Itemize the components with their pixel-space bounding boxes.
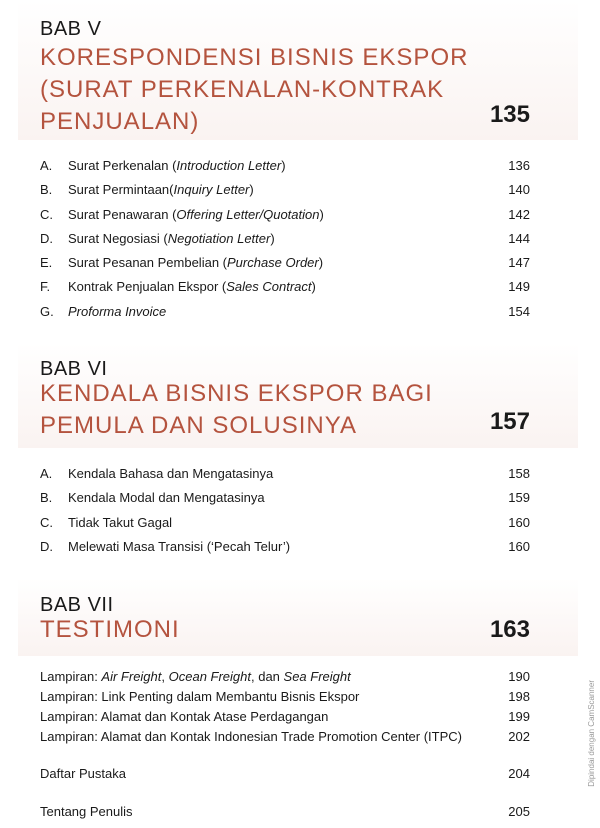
toc-row [40,255,530,279]
extra-text: Tentang Penulis [40,804,133,819]
toc-page: 160 [508,514,530,530]
chapter-5-label: BAB V [40,18,102,40]
toc-letter: D. [40,230,53,246]
extra-row [40,766,530,790]
toc-row [40,207,530,231]
chapter-5-title-line-3: PENJUALAN) [40,108,200,135]
toc-letter: C. [40,514,53,530]
extra-page: 205 [508,804,530,819]
appendix-text: Lampiran: Alamat dan Kontak Indonesian Trade Promotion Center (ITPC) [40,729,462,744]
toc-page: 160 [508,538,530,554]
toc-text: Proforma Invoice [68,303,167,319]
appendix-list [40,669,530,749]
chapter-6-page: 157 [489,408,530,435]
chapter-6-title-line-1: KENDALA BISNIS EKSPOR BAGI [40,380,433,407]
appendix-page: 190 [508,669,530,684]
appendix-page: 202 [508,729,530,744]
toc-text: Surat Penawaran (Offering Letter/Quotation) [68,206,324,222]
toc-text: Kontrak Penjualan Ekspor (Sales Contract) [68,279,316,295]
toc-row [40,539,530,563]
extra-text: Daftar Pustaka [40,766,126,781]
chapter-7-title [40,614,480,646]
toc-letter: A. [40,466,53,481]
appendix-row [40,709,530,729]
appendix-row [40,669,530,689]
toc-letter: C. [40,206,53,222]
chapter-7-page: 163 [489,616,530,643]
chapter-7-label: BAB VII [40,594,114,616]
chapter-6-title [40,378,480,442]
chapter-6-title-line-2: PEMULA DAN SOLUSINYA [40,412,357,439]
toc-letter: F. [40,279,51,295]
toc-page: 136 [508,158,530,173]
toc-text: Kendala Modal dan Mengatasinya [68,490,265,506]
extra-page: 204 [508,766,530,781]
chapter-5-title-line-2: (SURAT PERKENALAN-KONTRAK [40,76,445,103]
appendix-page: 199 [508,709,530,724]
chapter-6-label: BAB VI [40,358,108,380]
toc-row [40,158,530,182]
toc-text: Tidak Takut Gagal [68,514,173,530]
appendix-page: 198 [508,689,530,704]
toc-text: Kendala Bahasa dan Mengatasinya [68,466,274,481]
toc-text: Surat Pesanan Pembelian (Purchase Order) [68,255,324,271]
chapter-5-title [40,42,480,138]
toc-row [40,490,530,514]
toc-page: 142 [508,206,530,222]
toc-row [40,182,530,206]
toc-letter: E. [40,255,53,271]
toc-letter: A. [40,158,53,173]
chapter-5-toc [40,158,530,328]
toc-page: 158 [508,466,530,481]
toc-page: 159 [508,490,530,506]
scanner-watermark: Dipindai dengan CamScanner [587,680,596,787]
toc-text: Surat Permintaan(Inquiry Letter) [68,182,254,198]
toc-text: Melewati Masa Transisi (‘Pecah Telur’) [68,538,291,554]
toc-page: 144 [508,230,530,246]
toc-page: 154 [508,303,530,319]
daftar-pustaka-row [40,766,530,790]
toc-page: 149 [508,279,530,295]
tentang-penulis-row [40,804,530,828]
appendix-text: Lampiran: Link Penting dalam Membantu Bisnis Ekspor [40,689,360,704]
toc-letter: B. [40,182,53,198]
toc-row [40,466,530,490]
chapter-5-page: 135 [489,101,530,128]
toc-row [40,279,530,303]
toc-text: Surat Perkenalan (Introduction Letter) [68,158,286,173]
appendix-text: Lampiran: Air Freight, Ocean Freight, dan Sea Freight [40,669,351,684]
toc-letter: B. [40,490,53,506]
appendix-row [40,689,530,709]
extra-row [40,804,530,828]
chapter-7-title-line-1: TESTIMONI [40,616,180,643]
appendix-row [40,729,530,749]
toc-row [40,231,530,255]
toc-row [40,304,530,328]
toc-page: 140 [508,182,530,198]
chapter-5-title-line-1: KORESPONDENSI BISNIS EKSPOR [40,44,469,71]
appendix-text: Lampiran: Alamat dan Kontak Atase Perdagangan [40,709,329,724]
toc-text: Surat Negosiasi (Negotiation Letter) [68,230,275,246]
chapter-6-toc [40,466,530,563]
toc-page: 147 [508,255,530,271]
toc-row [40,515,530,539]
toc-letter: G. [40,303,54,319]
toc-letter: D. [40,538,53,554]
